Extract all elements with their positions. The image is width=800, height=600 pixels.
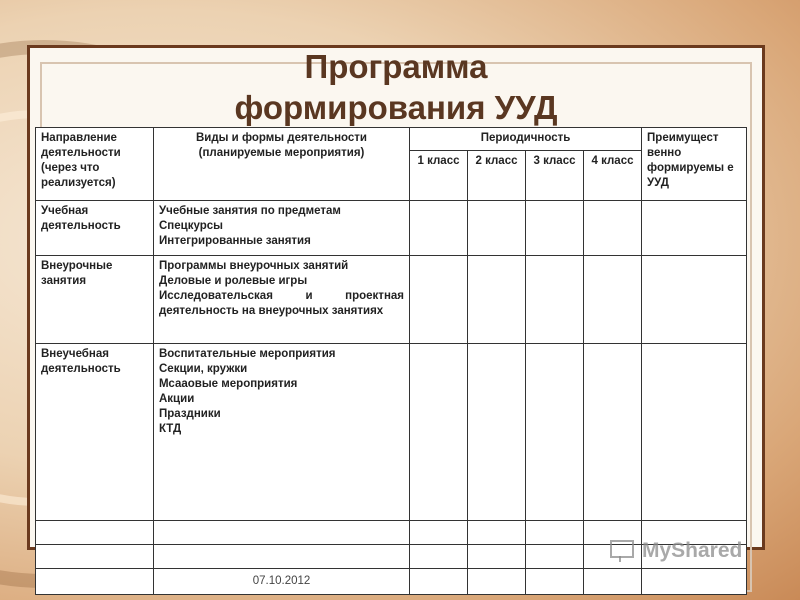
header-forms: Виды и формы деятельности (планируемые мероприятия): [154, 128, 410, 201]
row-forms: [154, 256, 410, 344]
table-row-footer: [36, 569, 747, 595]
cell-empty: [410, 201, 468, 256]
cell-empty: [584, 201, 642, 256]
cell-empty: [468, 344, 526, 521]
form-item: Программы внеурочных занятий: [159, 260, 349, 272]
table-row: [36, 344, 747, 521]
table-row: [36, 256, 747, 344]
cell-empty: [410, 344, 468, 521]
row-direction: Учебная деятельность: [36, 201, 154, 256]
cell-empty: [526, 344, 584, 521]
cell-empty: [642, 201, 747, 256]
table-header-row: [36, 128, 747, 151]
row-forms: [154, 344, 410, 521]
presentation-icon: [608, 538, 636, 564]
header-grade-1: 1 класс: [410, 151, 468, 201]
cell-empty: [526, 201, 584, 256]
form-item: Деловые и ролевые игры: [159, 275, 308, 287]
row-direction: Внеурочные занятия: [36, 256, 154, 344]
uud-program-table: [35, 127, 747, 595]
cell-empty: [584, 344, 642, 521]
cell-empty: [410, 256, 468, 344]
header-grade-2: 2 класс: [468, 151, 526, 201]
header-grade-4: 4 класс: [584, 151, 642, 201]
header-grade-3: 3 класс: [526, 151, 584, 201]
form-item: Секции, кружки: [159, 363, 248, 375]
form-item: Интегрированные занятия: [159, 235, 311, 247]
form-item: КТД: [159, 423, 182, 435]
form-item: Учебные занятия по предметам: [159, 205, 341, 217]
header-periodicity: Периодичность: [410, 128, 642, 151]
row-forms: [154, 201, 410, 256]
watermark: [608, 538, 742, 564]
title-line-1: Программа: [304, 48, 488, 85]
form-item: Мсааовые мероприятия: [159, 378, 298, 390]
cell-empty: [642, 256, 747, 344]
form-item: Воспитательные мероприятия: [159, 348, 336, 360]
cell-empty: [468, 256, 526, 344]
form-item: Акции: [159, 393, 195, 405]
form-item: Спецкурсы: [159, 220, 223, 232]
row-direction: Внеучебная деятельность: [36, 344, 154, 521]
slide-date: 07.10.2012: [154, 569, 410, 595]
form-item: Праздники: [159, 408, 221, 420]
form-item: Исследовательская и проектная деятельность на внеурочных занятиях: [159, 290, 404, 317]
cell-empty: [584, 256, 642, 344]
cell-empty: [642, 344, 747, 521]
header-advantage: Преимущест венно формируемы е УУД: [642, 128, 747, 201]
header-direction: Направление деятельности (через что реализуется): [36, 128, 154, 201]
cell-empty: [468, 201, 526, 256]
table-row: [36, 201, 747, 256]
title-line-2: формирования УУД: [234, 89, 558, 126]
cell-empty: [526, 256, 584, 344]
watermark-text: MyShared: [642, 539, 743, 562]
